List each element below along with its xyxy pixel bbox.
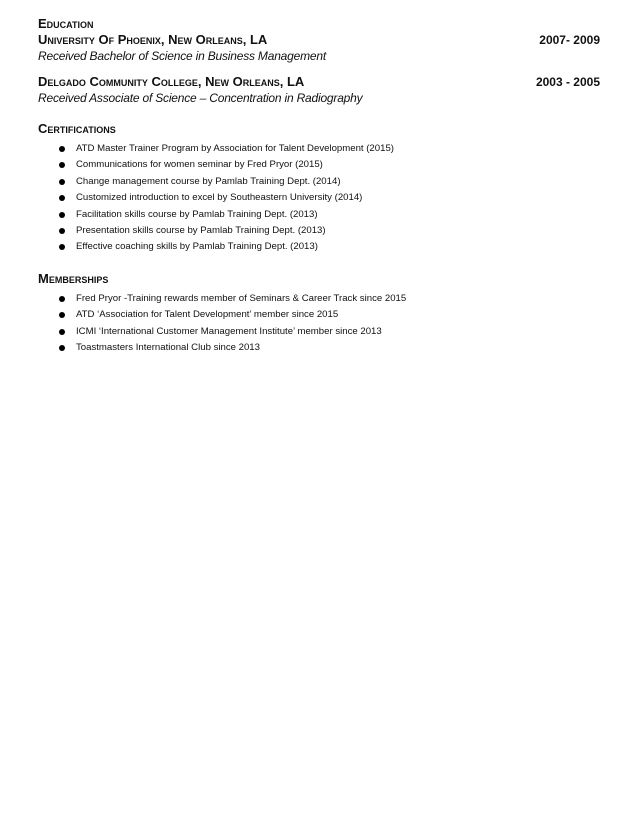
list-item: ATD ‘Association for Talent Development’ member since 2015 <box>38 307 600 323</box>
bullet-icon <box>59 228 65 234</box>
education-entry-header <box>38 74 600 90</box>
list-item: Effective coaching skills by Pamlab Training Dept. (2013) <box>38 239 600 255</box>
bullet-icon <box>59 195 65 201</box>
bullet-icon <box>59 329 65 335</box>
memberships-heading: Memberships <box>38 270 109 286</box>
bullet-icon <box>59 212 65 218</box>
list-item: Communications for women seminar by Fred Pryor (2015) <box>38 157 600 173</box>
list-item: Customized introduction to excel by Southeastern University (2014) <box>38 190 600 206</box>
memberships-list <box>38 291 600 357</box>
bullet-icon <box>59 312 65 318</box>
memberships-section <box>38 271 600 357</box>
education-section <box>38 16 600 107</box>
bullet-icon <box>59 146 65 152</box>
bullet-icon <box>59 296 65 302</box>
list-item: Facilitation skills course by Pamlab Training Dept. (2013) <box>38 207 600 223</box>
education-dates: 2003 - 2005 <box>535 75 600 89</box>
degree-description: Received Bachelor of Science in Business Management <box>38 49 326 63</box>
education-entry <box>38 74 600 107</box>
school-name: Delgado Community College, New Orleans, LA <box>38 74 305 89</box>
list-item: Change management course by Pamlab Training Dept. (2014) <box>38 174 600 190</box>
bullet-icon <box>59 244 65 250</box>
list-item: ATD Master Trainer Program by Association for Talent Development (2015) <box>38 141 600 157</box>
list-item: Presentation skills course by Pamlab Training Dept. (2013) <box>38 223 600 239</box>
bullet-icon <box>59 179 65 185</box>
degree-description: Received Associate of Science – Concentration in Radiography <box>38 91 363 105</box>
education-heading: Education <box>38 16 94 31</box>
bullet-icon <box>59 162 65 168</box>
school-name: University Of Phoenix, New Orleans, LA <box>38 32 268 47</box>
list-item: Fred Pryor -Training rewards member of Seminars & Career Track since 2015 <box>38 291 600 307</box>
resume-page <box>38 16 600 356</box>
education-dates: 2007- 2009 <box>539 33 600 47</box>
list-item: ICMI ‘International Customer Management Institute’ member since 2013 <box>38 324 600 340</box>
certifications-section <box>38 121 600 256</box>
certifications-heading: Certifications <box>38 121 116 136</box>
certifications-list <box>38 141 600 256</box>
education-entry <box>38 32 600 65</box>
list-item: Toastmasters International Club since 2013 <box>38 340 600 356</box>
education-entry-header <box>38 32 600 48</box>
bullet-icon <box>59 345 65 351</box>
